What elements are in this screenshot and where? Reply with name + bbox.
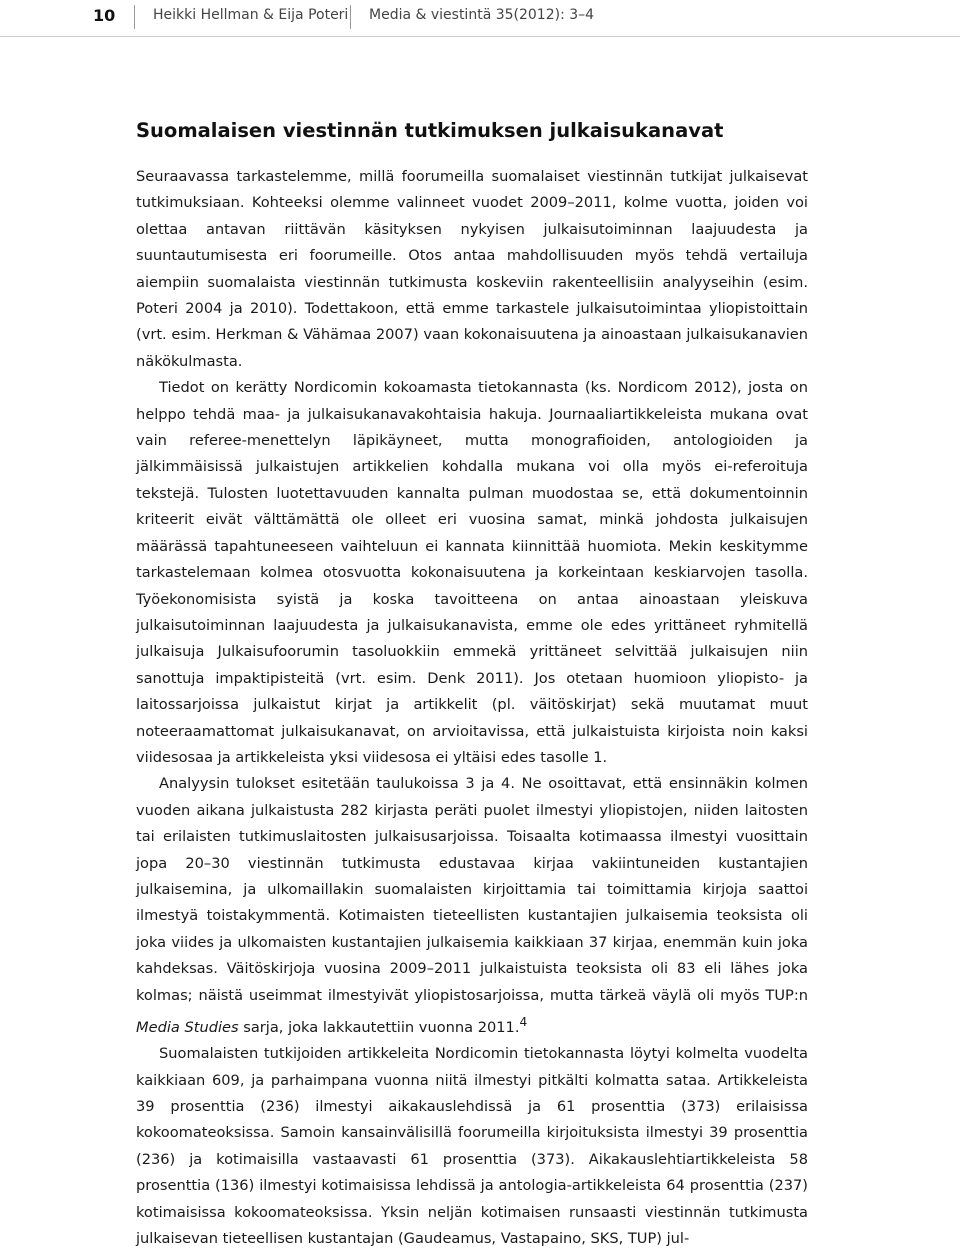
page-number: 10 bbox=[93, 6, 116, 25]
section-title: Suomalaisen viestinnän tutkimuksen julkaisukanavat bbox=[136, 119, 724, 142]
running-header bbox=[0, 0, 960, 36]
italic-title: Media Studies bbox=[136, 1018, 239, 1036]
paragraph: Tiedot on kerätty Nordicomin kokoamasta tietokannasta (ks. Nordicom 2012), josta on helppo tehdä maa- ja julkaisukanavakohtaisia hakuja. Journaaliartikkeleista mukana ovat vain referee-menettelyn läpikäyneet, mutta monografioiden, antologioiden ja jälkimmäisissä julkaistujen artikkelien kohdalla mukana voi olla myös ei-referoituja tekstejä. Tulosten luotettavuuden kannalta pulman muodostaa se, että dokumentoinnin kriteerit eivät välttämättä ole olleet eri vuosina samat, minkä johdosta julkaisujen määrässä tapahtuneeseen vaihteluun ei kannata kiinnittää huomiota. Mekin keskitymme tarkastelemaan kolmea otosvuotta kokonaisuutena ja korkeintaan keskiarvojen tasolla. Työekonomisista syistä ja koska tavoitteena on antaa ainoastaan yleiskuva julkaisutoiminnan laajuudesta ja julkaisukanavista, emme ole edes yrittäneet ryhmitellä julkaisuja Julkaisufoorumin tasoluokkiin emmekä yrittäneet selvittää julkaisujen niin sanottuja impaktipisteitä (vrt. esim. Denk 2011). Jos otetaan huomioon yliopisto- ja laitossarjoissa julkaistut kirjat ja artikkelit (pl. väitöskirjat) sekä muutamat muut noteeraamattomat julkaisukanavat, on arvioitavissa, että julkaistuista kirjoista noin kaksi viidesosaa ja artikkeleista yksi viidesosa ei yltäisi edes tasolle 1. bbox=[136, 379, 808, 766]
header-rule bbox=[0, 36, 960, 37]
paragraph: Seuraavassa tarkastelemme, millä foorumeilla suomalaiset viestinnän tutkijat julkaisevat tutkimuksiaan. Kohteeksi olemme valinneet vuodet 2009–2011, kolme vuotta, joiden voi olettaa antavan riittävän käsityksen nykyisen julkaisutoiminnan laajuudesta ja suuntautumisesta eri foorumeille. Otos antaa mahdollisuuden myös tehdä vertailuja aiempiin suomalaista viestinnän tutkimusta koskeviin rakenteellisiin analyyseihin (esim. Poteri 2004 ja 2010). Todettakoon, että emme tarkastele julkaisutoimintaa yliopistoittain (vrt. esim. Herkman & Vähämaa 2007) vaan kokonaisuutena ja ainoastaan julkaisukanavien näkökulmasta. bbox=[136, 168, 808, 370]
header-divider bbox=[134, 5, 135, 29]
header-journal: Media & viestintä 35(2012): 3–4 bbox=[369, 7, 595, 23]
paragraph: Analyysin tulokset esitetään taulukoissa 3 ja 4. Ne osoittavat, että ensinnäkin kolmen vuoden aikana julkaistusta 282 kirjasta peräti puolet ilmestyi yliopistojen, niiden laitosten tai erilaisten tutkimuslaitosten julkaisusarjoissa. Toisaalta kotimaassa ilmestyi vuosittain jopa 20–30 viestinnän tutkimusta edustavaa kirjaa vakiintuneiden kustantajien julkaisemina, ja ulkomaillakin suomalaisten kirjoittamia tai toimittamia kirjoja saattoi ilmestyä toistakymmentä. Kotimaisten tieteellisten kustantajien julkaisemia teoksista oli joka viides ja ulkomaisten kustantajien julkaisemia kaikkiaan 37 kirjaa, enemmän kuin joka kahdeksas. Väitöskirjoja vuosina 2009–2011 julkaistuista teoksista oli 83 eli lähes joka kolmas; näistä useimmat ilmestyivät yliopistosarjoissa, mutta tärkeä väylä oli myös TUP:n Media Studies sarja, joka lakkautettiin vuonna 2011.$^4$ bbox=[136, 775, 808, 1036]
header-divider bbox=[350, 5, 351, 29]
header-authors: Heikki Hellman & Eija Poteri bbox=[153, 7, 349, 23]
paragraph: Suomalaisten tutkijoiden artikkeleita Nordicomin tietokannasta löytyi kolmelta vuodelta kaikkiaan 609, ja parhaimpana vuonna niitä ilmestyi pitkälti kolmatta sataa. Artikkeleista 39 prosenttia (236) ilmestyi aikakauslehdissä ja 61 prosenttia (373) erilaisissa kokoomateoksissa. Samoin kansainvälisillä foorumeilla kirjoituksista ilmestyi 39 prosenttia (236) ja kotimaisilla vastaavasti 61 prosenttia (373). Aikakauslehtiartikkeleista 58 prosenttia (136) ilmestyi kotimaisissa lehdissä ja antologia-artikkeleista 64 prosenttia (237) kotimaisissa kokoomateoksissa. Yksin neljän kotimaisen runsaasti viestinnän tutkimusta julkaisevan tieteellisen kustantajan (Gaudeamus, Vastapaino, SKS, TUP) jul- bbox=[136, 1045, 808, 1248]
body-text bbox=[136, 164, 808, 1253]
footnote-marker: 4 bbox=[519, 1015, 528, 1029]
